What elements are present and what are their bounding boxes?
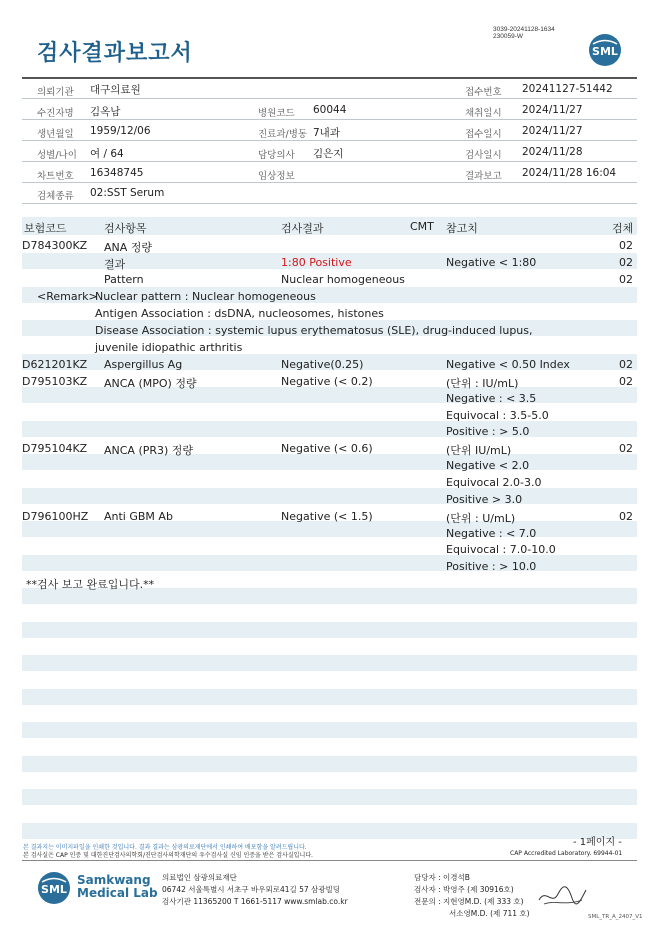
doctor-value: 김은지 — [313, 148, 344, 160]
cell-ref: Negative < 1:80 — [446, 256, 537, 269]
cell-item: ANA 정량 — [104, 241, 153, 254]
receipt-no-label: 접수번호 — [465, 87, 502, 98]
cell-ref: Negative < 0.50 Index — [446, 358, 570, 371]
patient-label: 수진자명 — [37, 108, 74, 119]
cell-ref: Equivocal 2.0-3.0 — [446, 475, 542, 489]
org-contact: 검사기관 11365200 T 1661-5117 www.smlab.co.kr — [162, 897, 348, 906]
complete-note: **검사 보고 완료입니다.** — [26, 578, 155, 591]
cell-ref: Positive > 3.0 — [446, 492, 523, 506]
signature-icon — [536, 880, 588, 914]
report-label: 결과보고 — [465, 171, 502, 182]
remark-line-3: Disease Association : systemic lupus erythematosus (SLE), drug-induced lupus, — [95, 324, 533, 337]
collect-date: 2024/11/27 — [522, 104, 583, 116]
cell-item: Pattern — [104, 273, 144, 286]
row-band — [22, 823, 637, 839]
page-number: - 1페이지 - — [573, 837, 622, 848]
row-band — [22, 521, 637, 537]
row-band — [22, 655, 637, 671]
row-band — [22, 488, 637, 504]
tested-date: 2024/11/28 — [522, 146, 583, 158]
chart-label: 차트번호 — [37, 171, 74, 182]
birth-value: 1959/12/06 — [90, 125, 151, 137]
cell-specimen: 02 — [619, 256, 633, 269]
cell-ref: Positive : > 10.0 — [446, 560, 537, 574]
hospital-code-value: 60044 — [313, 104, 347, 116]
cell-result: Negative (< 1.5) — [281, 509, 373, 523]
cell-item: 결과 — [104, 258, 126, 271]
remark-line-4: juvenile idiopathic arthritis — [95, 341, 243, 354]
row-band — [22, 622, 637, 638]
sexage-label: 성별/나이 — [37, 150, 77, 161]
row-band — [22, 689, 637, 705]
header-specimen: 검체 — [612, 222, 634, 235]
header-ref: 참고치 — [446, 222, 478, 235]
cell-specimen: 02 — [619, 239, 633, 252]
collect-label: 채취일시 — [465, 108, 502, 119]
cell-result: Negative(0.25) — [281, 358, 364, 371]
received-date: 2024/11/27 — [522, 125, 583, 137]
hospital-code-label: 병원코드 — [258, 108, 295, 119]
birth-label: 생년월일 — [37, 129, 74, 140]
cell-result: Negative (< 0.2) — [281, 374, 373, 388]
row-band — [22, 421, 637, 437]
cell-item: ANCA (PR3) 정량 — [104, 444, 194, 458]
remark-line-1: Nuclear pattern : Nuclear homogeneous — [95, 290, 316, 303]
row-band — [22, 789, 637, 805]
cell-code: D795104KZ — [22, 442, 88, 456]
form-code: SML_TR_A_2407_V1 — [588, 914, 643, 920]
specimen-label: 검체종류 — [37, 191, 74, 202]
sml-logo-icon — [588, 33, 622, 67]
cell-specimen: 02 — [619, 374, 633, 388]
cell-ref: Negative : < 3.5 — [446, 391, 537, 405]
header-item: 검사항목 — [104, 222, 147, 235]
report-date: 2024/11/28 16:04 — [522, 167, 617, 179]
cap-accreditation: CAP Accredited Laboratory. 69944-01 — [510, 850, 623, 857]
header-cmt: CMT — [410, 220, 434, 233]
cell-code: D795103KZ — [22, 374, 88, 388]
clinical-label: 임상정보 — [258, 171, 295, 182]
samkwang-logo-icon — [37, 871, 71, 905]
cell-code: D784300KZ — [22, 239, 88, 252]
samkwang-logo-text: Samkwang Medical Lab — [77, 873, 158, 900]
footer-note-1: 본 결과지는 이미지파일을 인쇄한 것입니다. 결과 결과는 삼광의료재단에서 인쇄하여 배포함을 알려드립니다. — [23, 844, 307, 851]
org-name: 의료법인 삼광의료재단 — [162, 873, 237, 882]
staff-specialist-1: 전문의 : 지현영M.D. (제 333 호) — [414, 897, 524, 906]
cell-ref: (단위 : U/mL) — [446, 511, 516, 525]
cell-result: 1:80 Positive — [281, 256, 352, 269]
cell-result: Negative (< 0.6) — [281, 442, 373, 456]
tested-label: 검사일시 — [465, 150, 502, 161]
staff-tester: 검사자 : 박영주 (제 30916호) — [414, 885, 514, 894]
cell-ref: Equivocal : 7.0-10.0 — [446, 543, 556, 557]
receipt-no-value: 20241127-51442 — [522, 83, 613, 95]
chart-no-value: 16348745 — [90, 167, 144, 179]
staff-manager: 담당자 : 이경석B — [414, 873, 470, 882]
dept-label: 진료과/병동 — [258, 129, 308, 140]
specimen-value: 02:SST Serum — [90, 187, 165, 199]
remark-line-2: Antigen Association : dsDNA, nucleosomes, histones — [95, 307, 384, 320]
cell-ref: (단위 : IU/mL) — [446, 376, 519, 390]
cell-code: D796100HZ — [22, 509, 89, 523]
svg-text:SML: SML — [592, 45, 618, 58]
row-band — [22, 756, 637, 772]
row-band — [22, 722, 637, 738]
org-address: 06742 서울특별시 서초구 바우뫼로41길 57 삼광빌딩 — [162, 885, 341, 894]
cell-ref: Negative : < 7.0 — [446, 526, 537, 540]
row-band — [22, 555, 637, 574]
footer-note-2: 본 검사실은 CAP 인증 및 대한진단검사의학회/진단검사의학재단의 우수검사실 신임 인증을 받은 검사실입니다. — [23, 852, 313, 859]
institution-value: 대구의료원 — [90, 84, 141, 96]
remark-label: <Remark> — [37, 290, 98, 303]
page-title: 검사결과보고서 — [37, 41, 193, 66]
received-label: 접수일시 — [465, 129, 502, 140]
cell-item: Anti GBM Ab — [104, 509, 173, 523]
dept-value: 7내과 — [313, 127, 340, 139]
cell-result: Nuclear homogeneous — [281, 273, 405, 286]
cell-specimen: 02 — [619, 358, 633, 371]
cell-ref: Negative < 2.0 — [446, 459, 530, 473]
institution-label: 의뢰기관 — [37, 87, 74, 98]
svg-text:SML: SML — [41, 883, 67, 896]
doctor-label: 담당의사 — [258, 150, 295, 161]
header-code: 보험코드 — [24, 222, 67, 235]
patient-value: 김옥남 — [90, 106, 121, 118]
cell-item: ANCA (MPO) 정량 — [104, 376, 197, 390]
sexage-value: 여 / 64 — [90, 148, 124, 160]
cell-item: Aspergillus Ag — [104, 358, 183, 371]
report-code-2: 230059-W — [493, 33, 523, 40]
cell-specimen: 02 — [619, 442, 633, 456]
staff-specialist-2: 서소영M.D. (제 711 호) — [449, 909, 530, 918]
report-code-1: 3039-20241128-1634 — [493, 26, 555, 33]
cell-ref: Positive : > 5.0 — [446, 425, 530, 439]
header-result: 검사결과 — [281, 222, 324, 235]
cell-specimen: 02 — [619, 509, 633, 523]
cell-ref: Equivocal : 3.5-5.0 — [446, 408, 549, 422]
cell-ref: (단위 IU/mL) — [446, 444, 512, 458]
cell-code: D621201KZ — [22, 358, 88, 371]
cell-specimen: 02 — [619, 273, 633, 286]
